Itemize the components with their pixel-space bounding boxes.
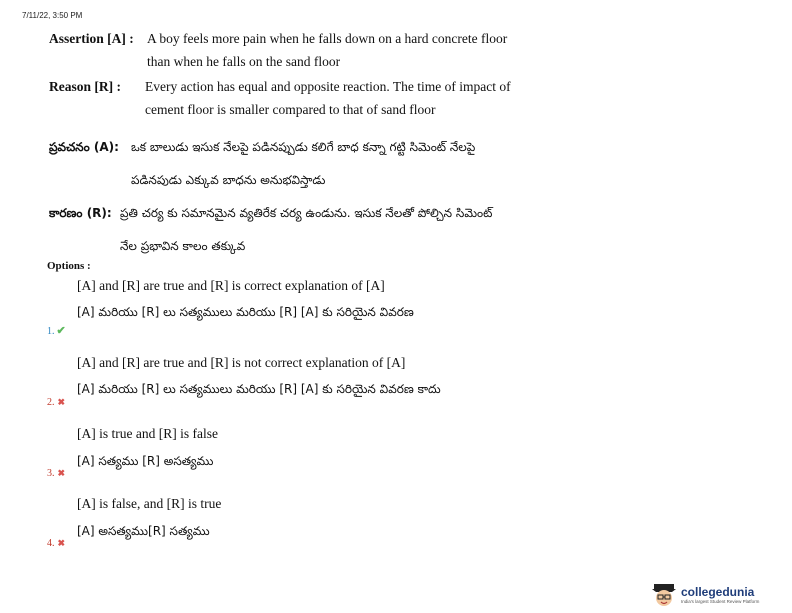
option-2-marker[interactable] [47, 392, 65, 410]
cross-icon: ✖ [57, 538, 66, 548]
cross-icon: ✖ [57, 468, 66, 478]
mascot-icon [651, 582, 677, 608]
option-1-telugu: [A] మరియు [R] లు సత్యములు మరియు [R] [A] కు సరియైన వివరణ [77, 305, 414, 319]
option-4-english: [A] is false, and [R] is true [77, 496, 222, 511]
reason-text-line1: Every action has equal and opposite reaction. The time of impact of [145, 79, 511, 94]
options-heading: Options : [47, 260, 91, 272]
telugu-assertion-line1: ఒక బాలుడు ఇసుక నేలపై పడినప్పుడు కలిగే బాధ కన్నా గట్టి సిమెంట్ నేలపై [131, 140, 476, 154]
assertion-label: Assertion [A] : [49, 31, 134, 46]
option-1-marker[interactable] [47, 321, 66, 339]
telugu-reason-line2: నేల ప్రభావిన కాలం తక్కువ [120, 239, 246, 253]
telugu-reason-line1: ప్రతి చర్య కు సమానమైన వ్యతిరేక చర్య ఉండును. ఇసుక నేలతో పోల్చిన సిమెంట్ [120, 206, 493, 220]
telugu-reason-label: కారణం (R): [49, 206, 112, 220]
option-2-number: 2. [47, 397, 55, 408]
option-1-english: [A] and [R] are true and [R] is correct explanation of [A] [77, 278, 385, 293]
check-icon: ✔ [56, 325, 66, 337]
option-2-english: [A] and [R] are true and [R] is not correct explanation of [A] [77, 355, 406, 370]
assertion-text-line2: than when he falls on the sand floor [147, 54, 341, 69]
option-2-telugu: [A] మరియు [R] లు సత్యములు మరియు [R] [A] కు సరియైన వివరణ కాదు [77, 382, 441, 396]
cross-icon: ✖ [57, 397, 66, 407]
option-3-number: 3. [47, 468, 55, 479]
option-3-telugu: [A] సత్యము [R] అసత్యము [77, 454, 214, 468]
print-timestamp: 7/11/22, 3:50 PM [22, 11, 83, 20]
logo-name: collegedunia [681, 584, 755, 599]
option-3-marker[interactable] [47, 463, 65, 481]
option-1-number: 1. [47, 326, 55, 337]
reason-text-line2: cement floor is smaller compared to that of sand floor [145, 102, 436, 117]
assertion-text-line1: A boy feels more pain when he falls down on a hard concrete floor [147, 31, 508, 46]
option-4-telugu: [A] అసత్యము[R] సత్యము [77, 524, 210, 538]
logo-tagline: India's largest Student Review Platform [681, 598, 760, 604]
option-4-marker[interactable] [47, 533, 65, 551]
telugu-assertion-label: ప్రవచనం (A): [49, 140, 119, 154]
telugu-assertion-line2: పడినపుడు ఎక్కువ బాధను అనుభవిస్తాడు [131, 173, 326, 187]
option-3-english: [A] is true and [R] is false [77, 426, 218, 441]
reason-label: Reason [R] : [49, 79, 121, 94]
option-4-number: 4. [47, 538, 55, 549]
collegedunia-logo[interactable] [651, 581, 759, 609]
